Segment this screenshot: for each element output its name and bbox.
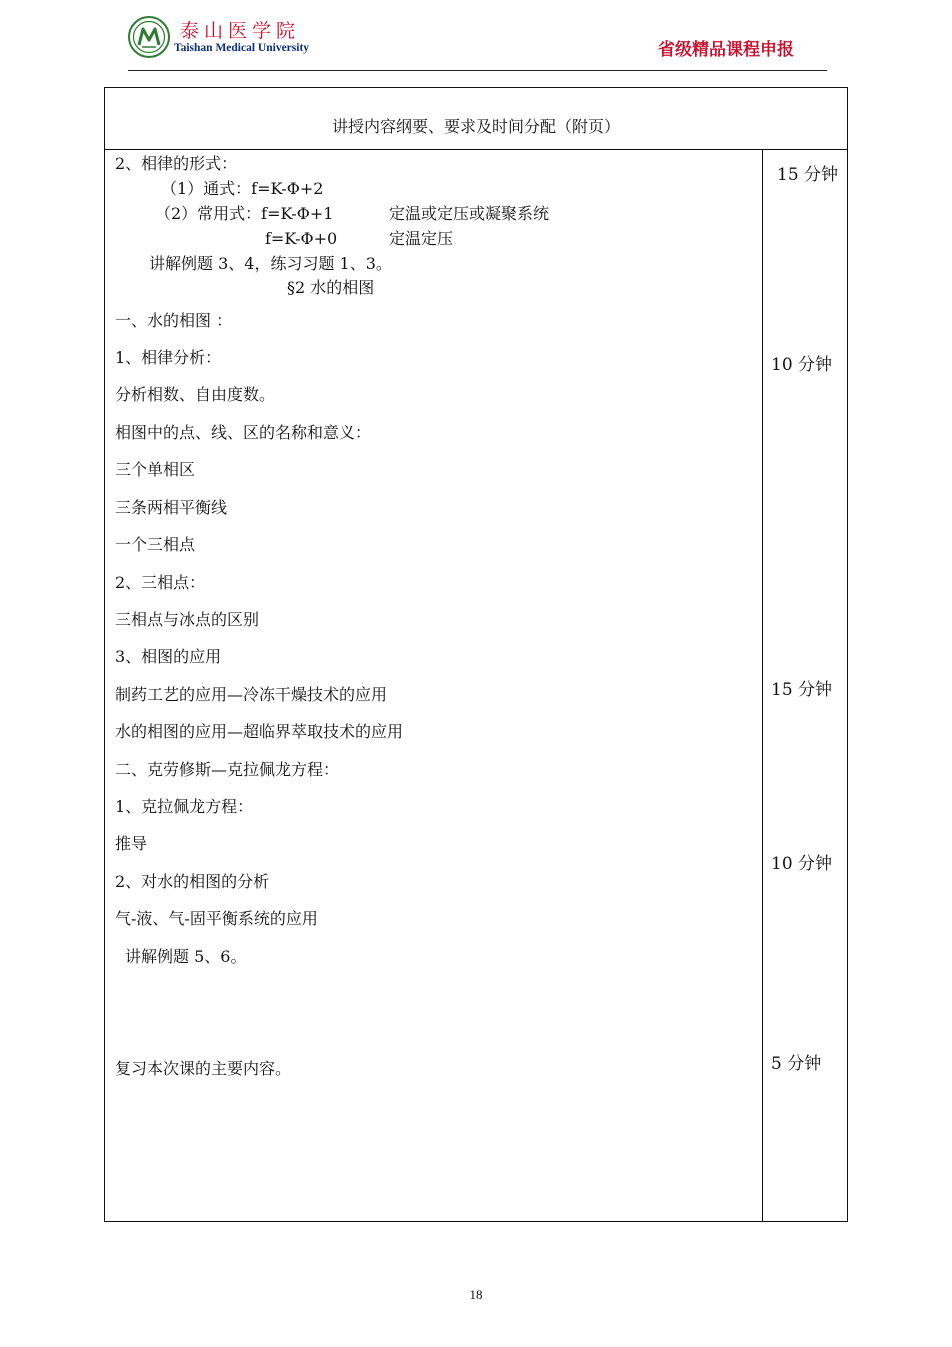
content-line: 1、克拉佩龙方程： xyxy=(115,797,254,816)
content-line: 二、克劳修斯—克拉佩龙方程： xyxy=(115,760,340,779)
time-allocation: 10 分钟 xyxy=(771,355,833,375)
content-line: 1、相律分析： xyxy=(115,348,222,367)
content-line: 气-液、气-固平衡系统的应用 xyxy=(115,909,318,928)
content-line: 分析相数、自由度数。 xyxy=(115,385,276,404)
column-divider xyxy=(762,150,763,1221)
content-line: 一个三相点 xyxy=(115,535,196,554)
content-line: 2、相律的形式： xyxy=(115,154,238,173)
content-line: 三个单相区 xyxy=(115,460,196,479)
page-number: 18 xyxy=(469,1287,483,1302)
content-line: 定温或定压或凝聚系统 xyxy=(389,204,550,223)
content-line: 2、三相点： xyxy=(115,573,206,592)
content-line: 讲解例题 3、4，练习习题 1、3。 xyxy=(149,254,392,273)
content-line: f=K-Φ+0 xyxy=(265,229,338,248)
lecture-outline-table xyxy=(104,87,848,1222)
university-name-cn: 泰山医学院 xyxy=(180,20,301,42)
section-heading: §2 水的相图 xyxy=(287,278,375,297)
time-allocation: 15 分钟 xyxy=(771,680,833,700)
time-allocation: 15 分钟 xyxy=(777,165,839,185)
content-line: （1）通式：f=K-Φ+2 xyxy=(161,179,324,198)
table-title-row xyxy=(105,88,847,150)
content-line: 三相点与冰点的区别 xyxy=(115,610,260,629)
content-line: 复习本次课的主要内容。 xyxy=(115,1059,292,1078)
content-line: 水的相图的应用—超临界萃取技术的应用 xyxy=(115,722,404,741)
header-divider xyxy=(128,70,827,71)
content-line: 讲解例题 5、6。 xyxy=(125,947,247,966)
content-line: 推导 xyxy=(115,834,148,853)
content-line: 3、相图的应用 xyxy=(115,647,222,666)
time-allocation: 10 分钟 xyxy=(771,854,833,874)
course-application-label: 省级精品课程申报 xyxy=(658,40,794,60)
time-allocation: 5 分钟 xyxy=(771,1054,822,1074)
content-line: 2、对水的相图的分析 xyxy=(115,872,270,891)
table-title: 讲授内容纲要、要求及时间分配（附页） xyxy=(331,117,620,136)
content-line: 三条两相平衡线 xyxy=(115,498,228,517)
university-seal-icon xyxy=(128,16,170,58)
content-line: 一、水的相图 ： xyxy=(115,311,233,330)
content-line: （2）常用式：f=K-Φ+1 xyxy=(155,204,334,223)
content-line: 定温定压 xyxy=(389,229,454,248)
content-line: 相图中的点、线、区的名称和意义： xyxy=(115,423,372,442)
content-line: 制药工艺的应用—冷冻干燥技术的应用 xyxy=(115,685,388,704)
university-name-en: Taishan Medical University xyxy=(174,42,310,54)
